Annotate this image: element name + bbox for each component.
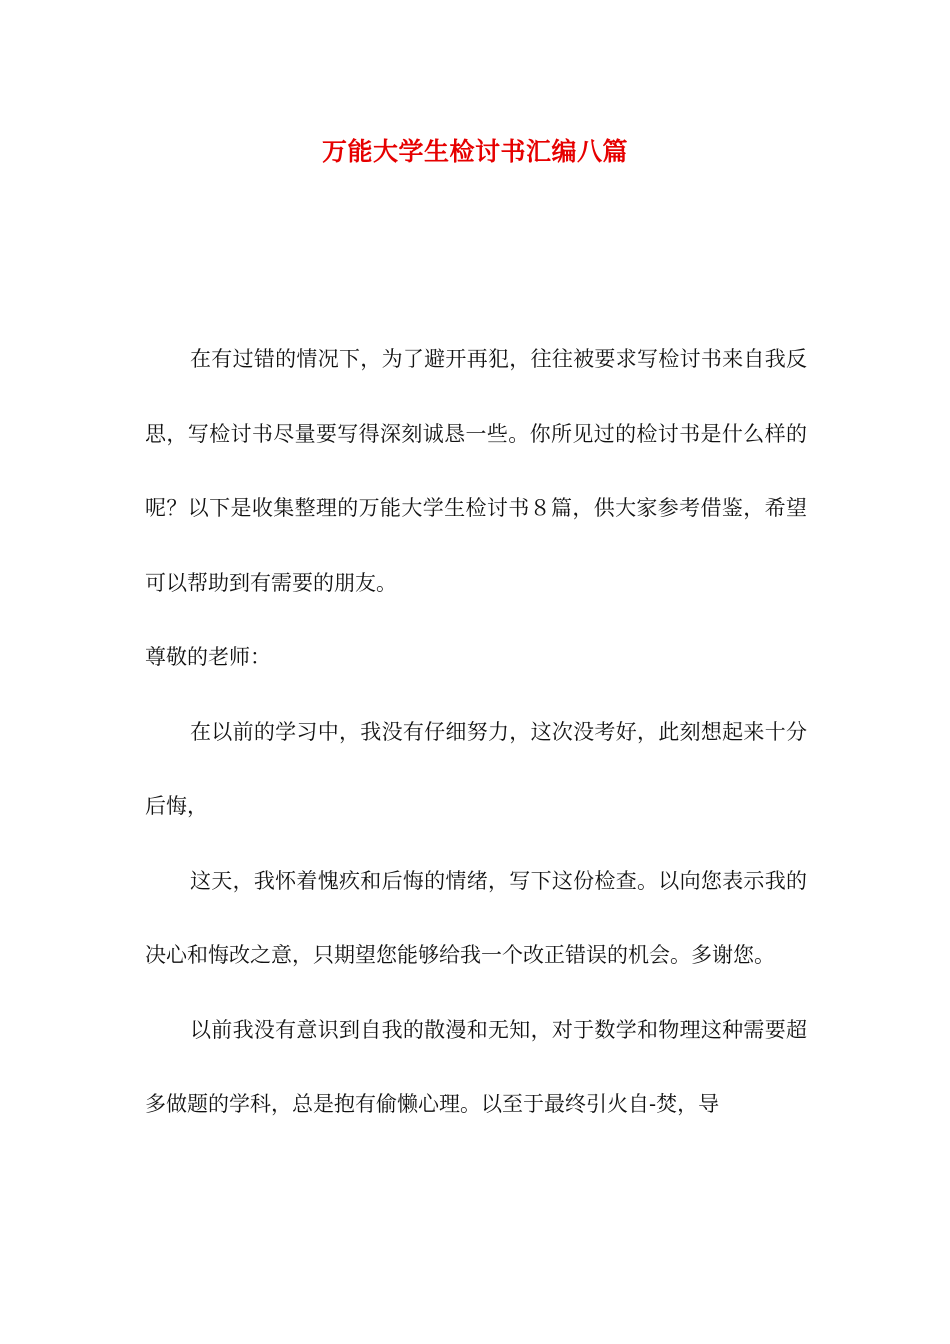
body-paragraph-3: 以前我没有意识到自我的散漫和无知，对于数学和物理这种需要超多做题的学科，总是抱有偷懒心理。以至于最终引火自-焚，导: [145, 1017, 807, 1116]
intro-paragraph: 在有过错的情况下，为了避开再犯，往往被要求写检讨书来自我反思，写检讨书尽量要写得深刻诚恳一些。你所见过的检讨书是什么样的呢？以下是收集整理的万能大学生检讨书８篇，供大家参考借鉴，希望可以帮助到有需要的朋友。: [145, 347, 807, 595]
salutation: 尊敬的老师：: [145, 645, 271, 669]
document-body: [145, 322, 807, 1142]
document-title: 万能大学生检讨书汇编八篇: [321, 137, 628, 166]
body-paragraph-2: 这天，我怀着愧疚和后悔的情绪，写下这份检查。以向您表示我的决心和悔改之意，只期望您能够给我一个改正错误的机会。多谢您。: [145, 868, 807, 967]
body-paragraph-1: 在以前的学习中，我没有仔细努力，这次没考好，此刻想起来十分后悔，: [145, 719, 807, 818]
